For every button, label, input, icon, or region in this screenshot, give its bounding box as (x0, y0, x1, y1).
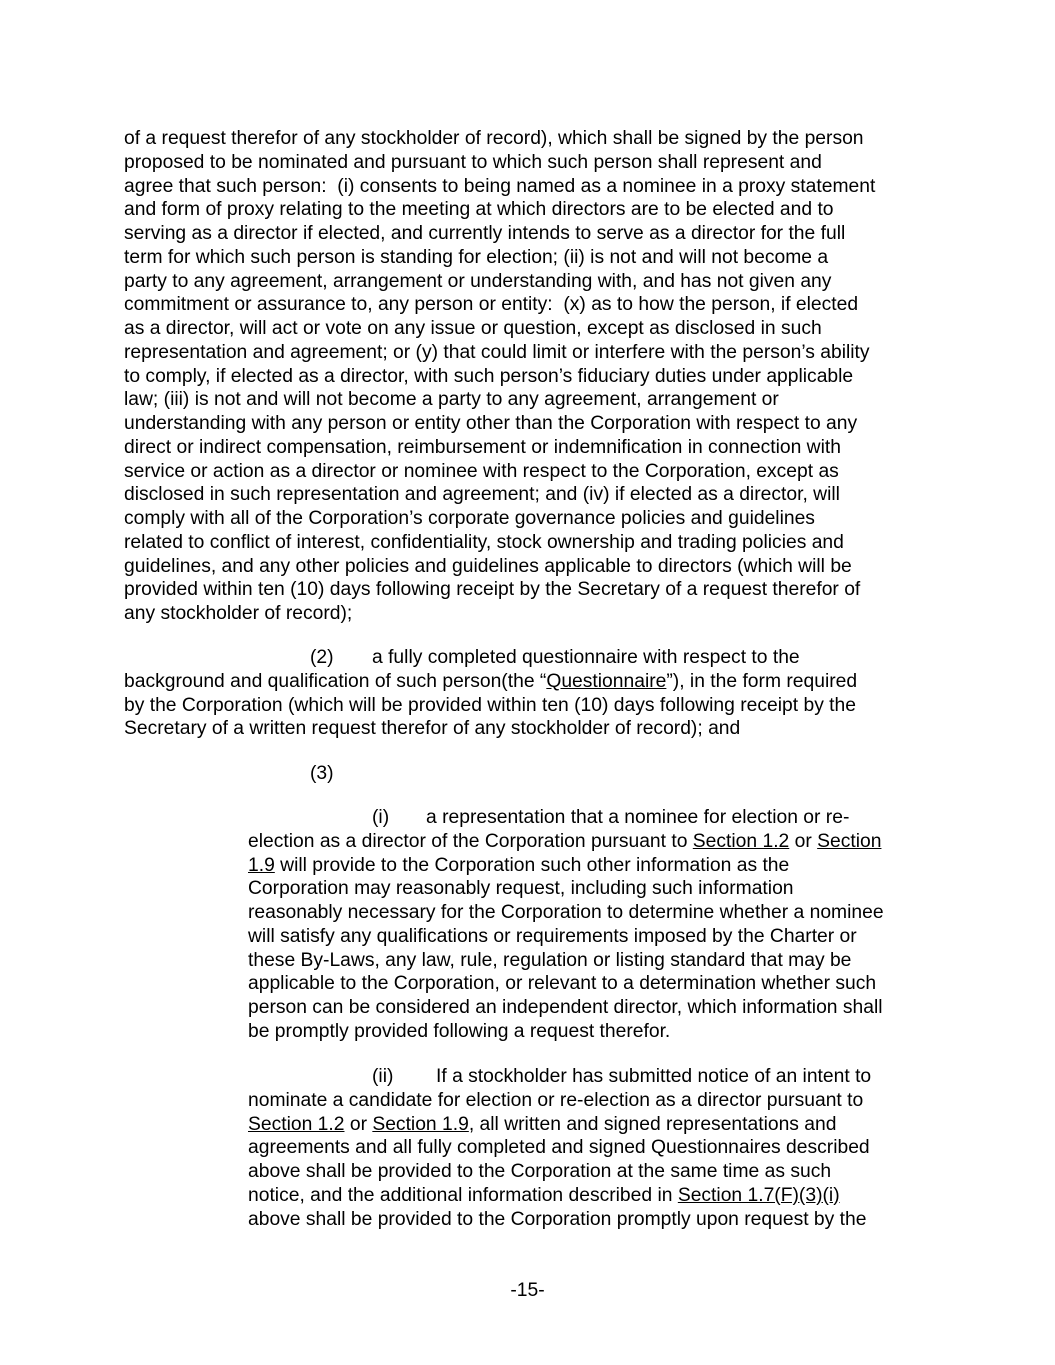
text-segment: ”), in the form required (666, 670, 858, 692)
paragraph-item-3-ii (248, 1065, 870, 1231)
text-segment: or (789, 830, 818, 852)
text-line: by the Corporation (which will be provided within ten (10) days following receipt by the (124, 694, 856, 716)
text-segment: will provide to the Corporation such other information as the (274, 854, 790, 876)
text-segment: a representation that a nominee for election or re- (426, 807, 850, 828)
text-line: guidelines, and any other policies and guidelines applicable to directors (which will be (124, 555, 852, 577)
page-number: -15- (510, 1280, 545, 1301)
text-line: agreements and all fully completed and signed Questionnaires described (248, 1137, 870, 1159)
text-line: of a request therefor of any stockholder of record), which shall be signed by the person (124, 128, 864, 149)
text-line: Corporation may reasonably request, including such information (248, 878, 794, 900)
text-line: Secretary of a written request therefor of any stockholder of record); and (124, 718, 741, 740)
text-line: proposed to be nominated and pursuant to which such person shall represent and (124, 151, 822, 173)
text-segment: , all written and signed representations and (468, 1113, 837, 1135)
text-line: above shall be provided to the Corporation at the same time as such (248, 1161, 832, 1182)
text-segment: or (344, 1113, 373, 1135)
section-reference-link[interactable]: Section (817, 830, 882, 852)
text-segment: a fully completed questionnaire with respect to the (372, 647, 800, 668)
paragraph-item-3-i (248, 806, 884, 1044)
text-segment: (3) (310, 763, 334, 784)
text-line (248, 1184, 870, 1208)
text-line: applicable to the Corporation, or relevant to a determination whether such (248, 973, 877, 995)
text-line: provided within ten (10) days following receipt by the Secretary of a request therefor of (124, 579, 861, 601)
text-line: above shall be provided to the Corporation promptly upon request by the (248, 1208, 867, 1230)
text-line: direct or indirect compensation, reimbursement or indemnification in connection with (124, 436, 841, 458)
text-line: be promptly provided following a request therefor. (248, 1020, 671, 1042)
paragraph-nominee-agreement (124, 127, 875, 626)
text-line (248, 1065, 870, 1089)
text-line (124, 670, 857, 694)
text-line: and form of proxy relating to the meeting at which directors are to be elected and to (124, 199, 834, 221)
text-line (248, 806, 884, 830)
text-line (248, 830, 884, 854)
text-line: commitment or assurance to, any person or entity: (x) as to how the person, if elected (124, 294, 859, 316)
section-reference-link[interactable]: Section 1.2 (692, 830, 790, 852)
section-reference-link[interactable]: Section 1.7(F)(3)(i) (677, 1184, 840, 1206)
section-reference-link[interactable]: Section 1.2 (248, 1113, 345, 1135)
text-line: person can be considered an independent director, which information shall (248, 997, 883, 1018)
text-line: serving as a director if elected, and currently intends to serve as a director for the full (124, 223, 846, 244)
text-segment: notice, and the additional information described in (248, 1184, 678, 1206)
text-line: any stockholder of record); (124, 603, 353, 624)
text-line: service or action as a director or nominee with respect to the Corporation, except as (124, 460, 839, 482)
text-line: to comply, if elected as a director, with such person’s fiduciary duties under applicable (124, 365, 854, 387)
text-line (248, 854, 884, 878)
text-line: as a director, will act or vote on any issue or question, except as disclosed in such (124, 318, 822, 339)
text-line: understanding with any person or entity other than the Corporation with respect to any (124, 413, 858, 434)
text-line: agree that such person: (i) consents to being named as a nominee in a proxy statement (124, 175, 876, 197)
text-line: term for which such person is standing for election; (ii) is not and will not become a (124, 246, 829, 268)
text-segment: (2) (310, 647, 334, 668)
text-segment: (ii) (372, 1066, 394, 1087)
text-segment: background and qualification of such person(the “ (124, 670, 547, 692)
text-line: will satisfy any qualifications or requirements imposed by the Charter or (248, 925, 857, 947)
text-line: disclosed in such representation and agreement; and (iv) if elected as a director, will (124, 484, 840, 506)
text-line (248, 1113, 870, 1137)
section-reference-link[interactable]: Questionnaire (546, 670, 667, 692)
text-line: law; (iii) is not and will not become a party to any agreement, arrangement or (124, 389, 779, 411)
text-line: nominate a candidate for election or re-election as a director pursuant to (248, 1089, 864, 1111)
text-line: these By-Laws, any law, rule, regulation or listing standard that may be (248, 949, 852, 971)
text-line: related to conflict of interest, confidentiality, stock ownership and trading policies and (124, 531, 844, 553)
paragraph-questionnaire (124, 646, 857, 741)
section-reference-link[interactable]: Section 1.9 (372, 1113, 469, 1135)
text-line (124, 646, 857, 670)
text-segment: election as a director of the Corporation pursuant to (248, 830, 693, 852)
text-segment: If a stockholder has submitted notice of an intent to (436, 1066, 872, 1087)
text-line: party to any agreement, arrangement or understanding with, and has not given any (124, 270, 832, 292)
text-line: reasonably necessary for the Corporation to determine whether a nominee (248, 902, 884, 923)
text-segment: (i) (372, 807, 390, 828)
section-reference-link[interactable]: 1.9 (248, 854, 275, 876)
text-line: representation and agreement; or (y) that could limit or interfere with the person’s ability (124, 341, 870, 363)
text-line: comply with all of the Corporation’s corporate governance policies and guidelines (124, 508, 815, 529)
